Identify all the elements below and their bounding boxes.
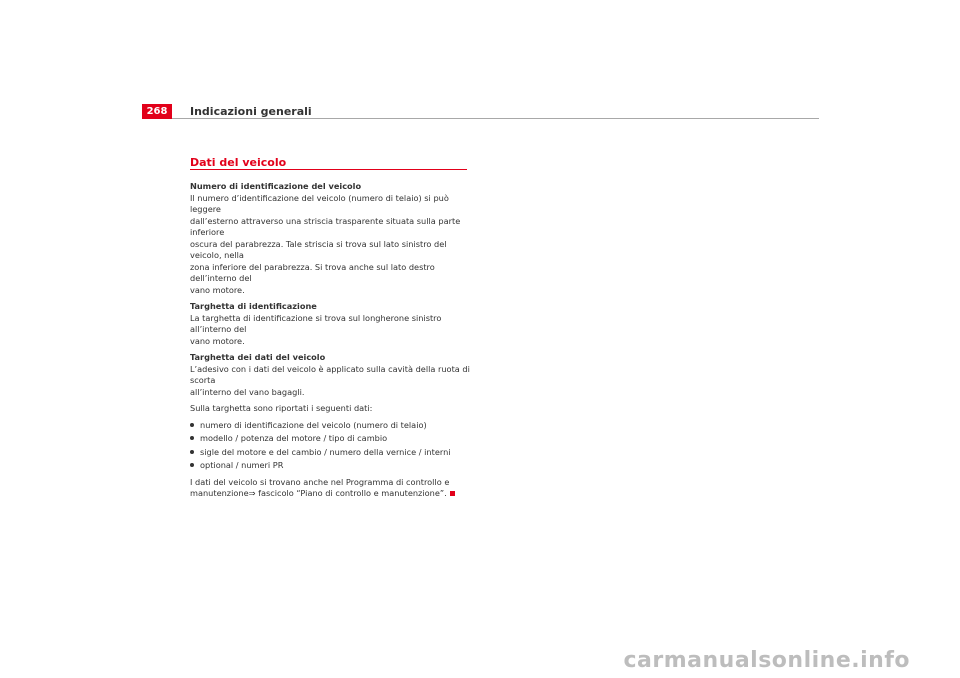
bullet-icon xyxy=(190,423,194,427)
subheading-id-plate: Targhetta di identificazione xyxy=(190,301,317,311)
header-title: Indicazioni generali xyxy=(190,105,312,118)
end-of-section-icon xyxy=(450,491,455,496)
list-item: modello / potenza del motore / tipo di cambio xyxy=(190,433,480,445)
header-divider xyxy=(172,118,819,119)
paragraph-closing: I dati del veicolo si trovano anche nel Programma di controllo e manutenzione⇒ fascicolo “Piano di controllo e manutenzione”. xyxy=(190,477,480,500)
list-item: numero di identificazione del veicolo (numero di telaio) xyxy=(190,420,480,432)
subheading-data-plate: Targhetta dei dati del veicolo xyxy=(190,352,326,362)
section-title: Dati del veicolo xyxy=(190,156,287,169)
page-number: 268 xyxy=(142,104,172,119)
section-content xyxy=(190,181,480,505)
subheading-vin: Numero di identificazione del veicolo xyxy=(190,181,362,191)
paragraph-vin: Il numero d’identificazione del veicolo (numero di telaio) si può leggere dall’esterno attraverso una striscia trasparente situata sulla parte inferiore oscura del parabrezza. Tale striscia si trova sul lato sinistro del veicolo, nella zona inferiore del parabrezza. Si trova anche sul lato destro dell’interno del vano motore. xyxy=(190,192,461,295)
bullet-icon xyxy=(190,436,194,440)
list-item: sigle del motore e del cambio / numero della vernice / interni xyxy=(190,447,480,459)
section-divider xyxy=(190,169,467,170)
data-list xyxy=(190,420,480,472)
bullet-icon xyxy=(190,450,194,454)
paragraph-data-plate: L’adesivo con i dati del veicolo è applicato sulla cavità della ruota di scorta all’interno del vano bagagli. xyxy=(190,363,470,397)
paragraph-list-intro: Sulla targhetta sono riportati i seguenti dati: xyxy=(190,403,373,413)
bullet-icon xyxy=(190,463,194,467)
watermark: carmanualsonline.info xyxy=(623,648,910,673)
paragraph-id-plate: La targhetta di identificazione si trova sul longherone sinistro all’interno del vano motore. xyxy=(190,312,442,346)
list-item: optional / numeri PR xyxy=(190,460,480,472)
